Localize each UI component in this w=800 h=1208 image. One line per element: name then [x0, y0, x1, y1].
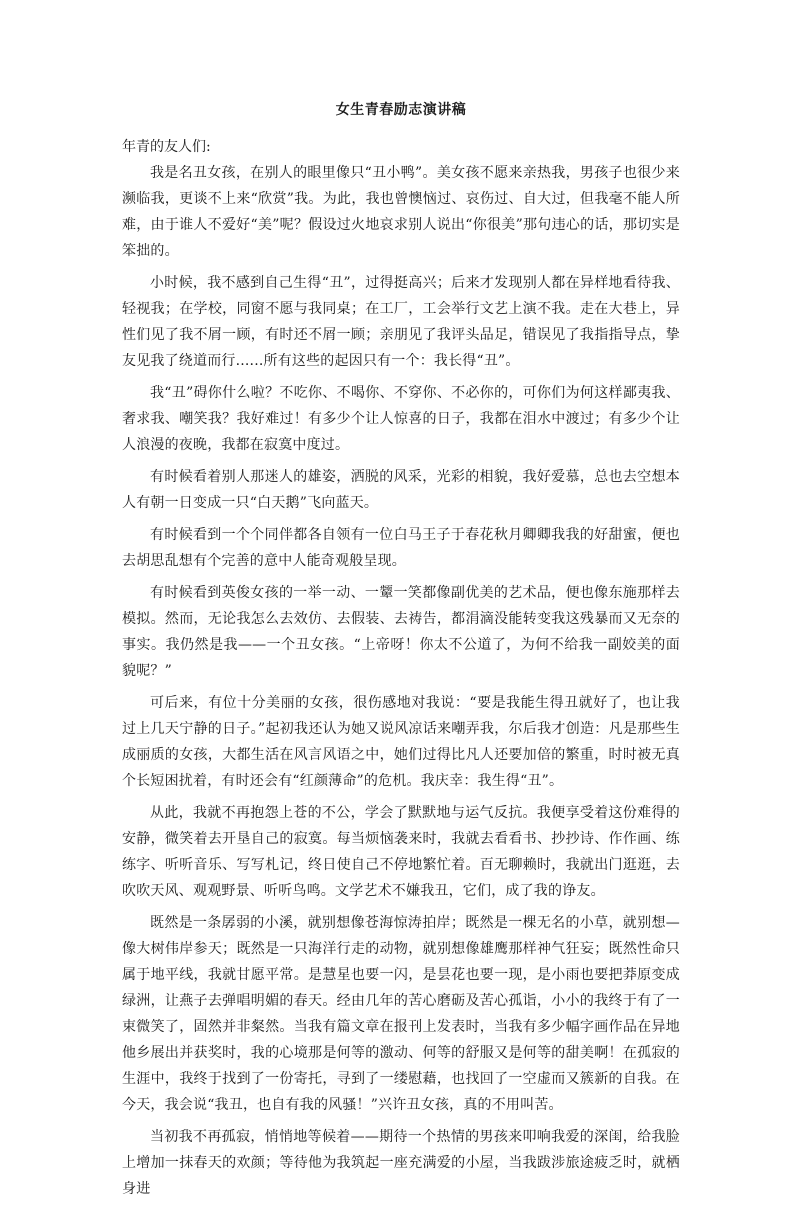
paragraph: 有时候看着别人那迷人的雄姿，洒脱的风采，光彩的相貌，我好爱慕，总也去空想本人有朝一日变成一只“白天鹅”飞向蓝天。 — [122, 469, 680, 511]
greeting: 年青的友人们: — [122, 139, 211, 155]
paragraph: 小时候，我不感到自己生得“丑”，过得挺高兴；后来才发现别人都在异样地看待我、轻视我；在学校，同窗不愿与我同桌；在工厂，工会举行文艺上演不我。走在大巷上，异性们见了我不屑一顾，有时还不屑一顾；亲朋见了我评头品足，错误见了我指指导点，挚友见我了绕道而行......所有这些的起因只有一个：我长得“丑”。 — [122, 275, 680, 369]
paragraph: 我是名丑女孩，在别人的眼里像只“丑小鸭”。美女孩不愿来亲热我，男孩子也很少来濒临我，更谈不上来“欣赏”我。为此，我也曾懊恼过、哀伤过、自大过，但我毫不能人所难，由于谁人不爱好“美”呢？假设过火地哀求别人说出“你很美”那句违心的话，那切实是笨拙的。 — [122, 165, 680, 259]
paragraph: 有时候看到英俊女孩的一举一动、一颦一笑都像副优美的艺术品，便也像东施那样去模拟。然而，无论我怎么去效仿、去假装、去祷告，都涓滴没能转变我这残暴而又无奈的事实。我仍然是我——一个丑女孩。“上帝呀！你太不公道了，为何不给我一副姣美的面貌呢？” — [122, 585, 680, 679]
document-page — [122, 100, 680, 1208]
paragraph: 有时候看到一个个同伴都各自领有一位白马王子于春花秋月卿卿我我的好甜蜜，便也去胡思乱想有个完善的意中人能奇观般呈现。 — [122, 527, 680, 569]
paragraph: 可后来，有位十分美丽的女孩，很伤感地对我说：“要是我能生得丑就好了，也让我过上几天宁静的日子。”起初我还认为她又说风凉话来嘲弄我，尔后我才创造：凡是那些生成丽质的女孩，大都生活在风言风语之中，她们过得比凡人还要加倍的繁重，时时被无真个长短困扰着，有时还会有“红颜薄命”的危机。我庆幸：我生得“丑”。 — [122, 695, 680, 789]
document-title: 女生青春励志演讲稿 — [335, 102, 467, 118]
paragraph: 当初我不再孤寂，悄悄地等候着——期待一个热情的男孩来叩响我爱的深闺，给我脸上增加一抹春天的欢颜；等待他为我筑起一座充满爱的小屋，当我跋涉旅途疲乏时，就栖身进 — [122, 1129, 680, 1197]
paragraph: 从此，我就不再抱怨上苍的不公，学会了默默地与运气反抗。我便享受着这份难得的安静，微笑着去开垦自己的寂寞。每当烦恼袭来时，我就去看看书、抄抄诗、作作画、练练字、听听音乐、写写札记，终日使自己不停地繁忙着。百无聊赖时，我就出门逛逛，去吹吹天风、观观野景、听听鸟鸣。文学艺术不嫌我丑，它们，成了我的诤友。 — [122, 805, 680, 899]
paragraph: 我“丑”碍你什么啦？不吃你、不喝你、不穿你、不必你的，可你们为何这样鄙夷我、奢求我、嘲笑我？我好难过！有多少个让人惊喜的日子，我都在泪水中渡过；有多少个让人浪漫的夜晚，我都在寂寞中度过。 — [122, 385, 680, 453]
paragraph: 既然是一条孱弱的小溪，就别想像苍海惊涛拍岸；既然是一棵无名的小草，就别想—像大树伟岸参天；既然是一只海洋行走的动物，就别想像雄鹰那样神气狂妄；既然性命只属于地平线，我就甘愿平常。是慧星也要一闪，是昙花也要一现，是小雨也要把莽原变成绿洲，让燕子去弹唱明媚的春天。经由几年的苦心磨砺及苦心孤诣，小小的我终于有了一束微笑了，固然并非粲然。当我有篇文章在报刊上发表时，当我有多少幅字画作品在异地他乡展出并获奖时，我的心境那是何等的激动、何等的舒服又是何等的甜美啊！在孤寂的生涯中，我终于找到了一份寄托，寻到了一缕慰藉，也找回了一空虚而又簇新的自我。在今天，我会说“我丑，也自有我的风骚！”兴许丑女孩，真的不用叫苦。 — [122, 915, 680, 1113]
